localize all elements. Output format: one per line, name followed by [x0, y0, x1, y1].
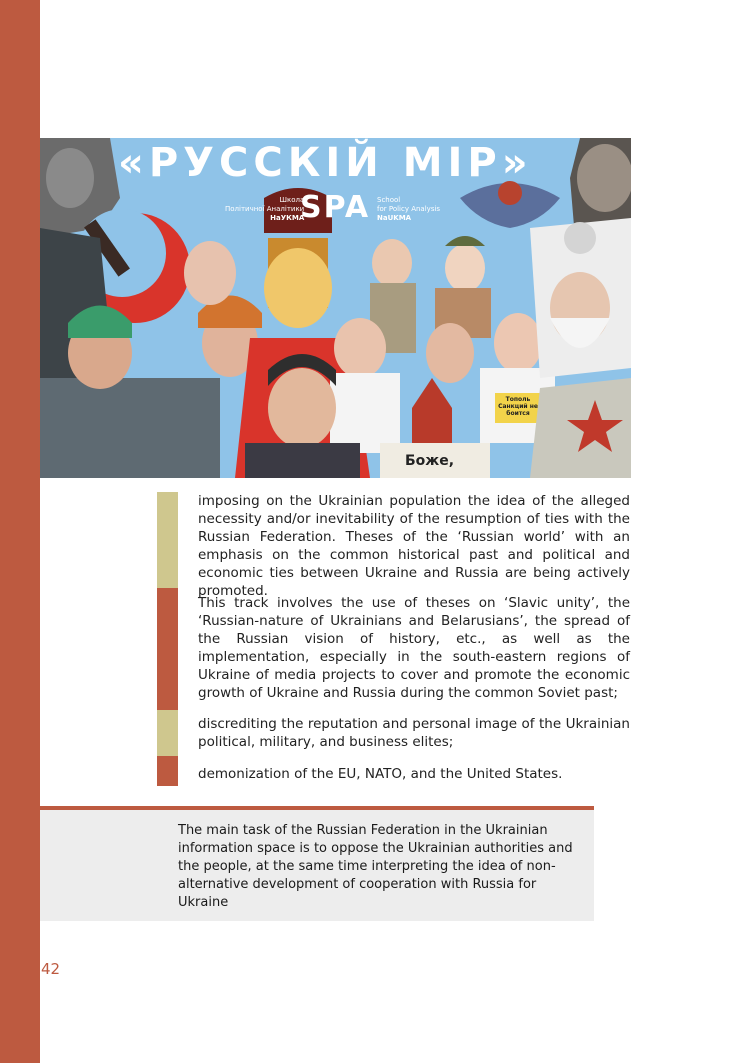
school-line-2: Політичної Аналітики — [225, 205, 305, 213]
school-en-line-1: School — [377, 196, 401, 204]
list-item-text: imposing on the Ukrainian population the idea of the alleged necessity and/or inevitability of the resumption of ties with the Russian Federation. Theses of the ‘Russian world’ with an emphasis on the common historical past and political and economic ties between Ukraine and Russia are being actively promoted. — [198, 493, 630, 599]
collage-title: «РУССКІЙ МІР» — [118, 140, 533, 186]
list-marker — [157, 588, 178, 710]
list-marker — [157, 756, 178, 786]
spa-logo: SPA — [300, 190, 371, 225]
left-accent-bar — [0, 0, 40, 1063]
tshirt-slogan: Тополь Санкций не боится — [498, 396, 538, 417]
protest-sign-text: Боже, — [405, 453, 455, 469]
page-number: 42 — [41, 960, 61, 978]
list-item-text: demonization of the EU, NATO, and the United States. — [198, 766, 563, 782]
school-en-line-3: NaUKMA — [377, 214, 412, 222]
school-name-english — [377, 196, 440, 223]
list-item-text: This track involves the use of theses on ‘Slavic unity’, the ‘Russian-nature of Ukrainians and Belarusians’, the spread of the Russian vision of history, etc., as well as the implementation, especially in the south-eastern regions of Ukraine of media projects to cover and promote the economic growth of Ukraine and Russia during the common Soviet past; — [198, 595, 630, 701]
school-name-ukrainian — [225, 196, 304, 223]
callout-box — [40, 810, 594, 921]
list-item-text: discrediting the reputation and personal image of the Ukrainian political, military, and business elites; — [198, 716, 630, 750]
list-marker — [157, 710, 178, 756]
school-line-3: НаУКМА — [270, 214, 305, 222]
school-line-1: Школа — [279, 196, 305, 204]
callout-text: The main task of the Russian Federation in the Ukrainian information space is to oppose the Ukrainian authorities and the people, at the same time interpreting the idea of non-alternative development of cooperation with Russia for Ukraine — [178, 823, 573, 910]
collage-artwork — [40, 138, 631, 478]
russkiy-mir-collage — [40, 138, 631, 478]
school-en-line-2: for Policy Analysis — [377, 205, 441, 213]
list-marker — [157, 492, 178, 588]
